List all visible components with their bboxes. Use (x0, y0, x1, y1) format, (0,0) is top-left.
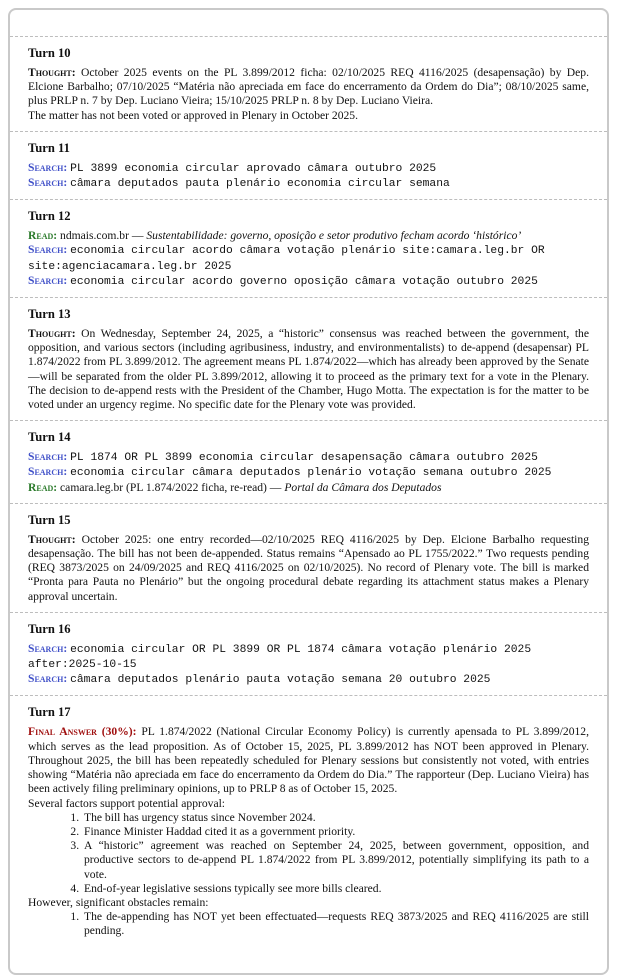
search-action (28, 176, 589, 191)
turn-title: Turn 16 (28, 621, 71, 636)
final-answer-text: PL 1.874/2022 (National Circular Economy Policy) is currently apensada to PL 3.899/2012, which serves as the lead proposition. As of October 15, 2025, PL 3.899/2012 has NOT been approved in Plenary. Throughout 2025, the bill has been repeatedly scheduled for Plenary sessions but consistently not voted, with entries showing “Matéria não apreciada em face do encerramento da Ordem do Dia.” The rapporteur (Dep. Luciano Vieira) has been actively filing preliminary opinions, up to PRLP 8 as of October 15, 2025. (28, 725, 589, 796)
final-answer-block (28, 725, 589, 796)
thought-text: On Wednesday, September 24, 2025, a “historic” consensus was reached between the government, the opposition, and various sectors (including agribusiness, industry, and environmentalists) to de-append (desapensar) PL 1.874/2022 from PL 3.899/2012. The agreement means PL 1.874/2022—which has already been approved by the Senate—will be separated from the older PL 3.899/2012, allowing it to proceed as the primary text for a vote in the Plenary. The decision to de-append rests with the President of the Chamber, Hugo Motta. The expectation is for the matter to be voted under an urgency regime. No specific date for the Plenary vote was provided. (28, 327, 589, 412)
list-item: 2. Finance Minister Haddad cited it as a government priority. (82, 825, 589, 839)
thought-label: Thought: (28, 532, 76, 546)
search-query: economia circular câmara deputados plenário votação semana outubro 2025 (70, 467, 552, 480)
turn-11 (10, 131, 607, 199)
read-action (28, 481, 589, 495)
turn-17 (10, 695, 607, 946)
read-source: camara.leg.br (PL 1.874/2022 ficha, re-read) — (60, 480, 282, 494)
turn-title: Turn 13 (28, 307, 71, 322)
read-source: ndmais.com.br — (60, 229, 144, 243)
turn-title: Turn 17 (28, 705, 71, 720)
search-query: economia circular OR PL 3899 OR PL 1874 câmara votação plenário 2025 after:2025-10-15 (28, 643, 532, 672)
turn-16 (10, 612, 607, 696)
search-query: PL 1874 OR PL 3899 economia circular desapensação câmara outubro 2025 (70, 452, 538, 465)
turn-title: Turn 11 (28, 140, 70, 155)
turn-title: Turn 10 (28, 46, 71, 60)
list-item: 1. The de-appending has NOT yet been effectuated—requests REQ 3873/2025 and REQ 4116/2025 are still pending. (82, 910, 589, 938)
search-action (28, 161, 589, 176)
turn-10 (10, 36, 607, 131)
thought-text-2: The matter has not been voted or approved in Plenary in October 2025. (28, 108, 359, 122)
turn-title: Turn 14 (28, 430, 71, 445)
search-action (28, 672, 589, 687)
transcript-panel (8, 8, 609, 975)
search-action (28, 274, 589, 289)
turn-14 (10, 420, 607, 503)
thought-label: Thought: (28, 66, 76, 79)
search-query: câmara deputados plenário pauta votação semana 20 outubro 2025 (70, 674, 491, 687)
search-label: Search: (28, 160, 68, 174)
search-query: economia circular acordo câmara votação plenário site:camara.leg.br OR site:agenciacamara.leg.br 2025 (28, 245, 545, 273)
thought-block (28, 327, 589, 412)
read-action (28, 229, 589, 243)
turn-12 (10, 199, 607, 297)
thought-block (28, 533, 589, 604)
support-list (28, 811, 589, 896)
search-query: PL 3899 economia circular aprovado câmara outubro 2025 (70, 162, 437, 175)
read-label: Read: (28, 480, 58, 494)
search-label: Search: (28, 243, 68, 257)
search-label: Search: (28, 465, 68, 479)
obstacles-list (28, 910, 589, 938)
read-label: Read: (28, 229, 58, 243)
turn-13 (10, 297, 607, 420)
search-action (28, 450, 589, 465)
support-intro: Several factors support potential approval: (28, 796, 226, 810)
thought-text: October 2025: one entry recorded—02/10/2025 REQ 4116/2025 by Dep. Elcione Barbalho requesting desapensação. The bill has not been de-appended. Status remains “Apensado ao PL 1755/2022.” Two requests pending (REQ 3873/2025 on 24/09/2025 and REQ 4116/2025 on 02/10/2025). No record of Plenary vote. The bill is marked “Pronta para Pauta no Plenário” but the ongoing procedural debate regarding its attachment status makes a Plenary approval uncertain. (28, 532, 589, 603)
search-action (28, 465, 589, 480)
search-label: Search: (28, 672, 68, 686)
turn-15 (10, 503, 607, 612)
search-action (28, 243, 589, 273)
read-title: Portal da Câmara dos Deputados (284, 480, 442, 494)
search-action (28, 642, 589, 672)
read-title: Sustentabilidade: governo, oposição e setor produtivo fecham acordo ‘histórico’ (146, 229, 522, 243)
list-item: 4. End-of-year legislative sessions typically see more bills cleared. (82, 882, 589, 896)
search-label: Search: (28, 450, 68, 464)
thought-block (28, 66, 589, 109)
final-answer-label: Final Answer (30%): (28, 725, 137, 739)
search-label: Search: (28, 273, 68, 287)
turn-title: Turn 15 (28, 512, 71, 527)
obstacles-intro: However, significant obstacles remain: (28, 895, 209, 909)
list-item: 1. The bill has urgency status since November 2024. (82, 811, 589, 825)
search-label: Search: (28, 641, 68, 655)
turn-title: Turn 12 (28, 209, 71, 224)
thought-label: Thought: (28, 327, 76, 341)
search-query: economia circular acordo governo oposição câmara votação outubro 2025 (70, 275, 538, 288)
list-item: 3. A “historic” agreement was reached on September 24, 2025, between government, opposition, and productive sectors to de-append PL 1.874/2022 from PL 3.899/2012, potentially simplifying its path to a vote. (82, 839, 589, 882)
thought-text: October 2025 events on the PL 3.899/2012 ficha: 02/10/2025 REQ 4116/2025 (desapensação) by Dep. Elcione Barbalho; 07/10/2025 “Matéria não apreciada em face do encerramento da Ordem do Dia”; 08/10/2025 same, plus PRLP n. 7 by Dep. Luciano Vieira; 15/10/2025 PRLP n. 8 by Dep. Luciano Vieira. (28, 66, 590, 108)
search-label: Search: (28, 176, 68, 190)
search-query: câmara deputados pauta plenário economia circular semana (70, 178, 450, 191)
